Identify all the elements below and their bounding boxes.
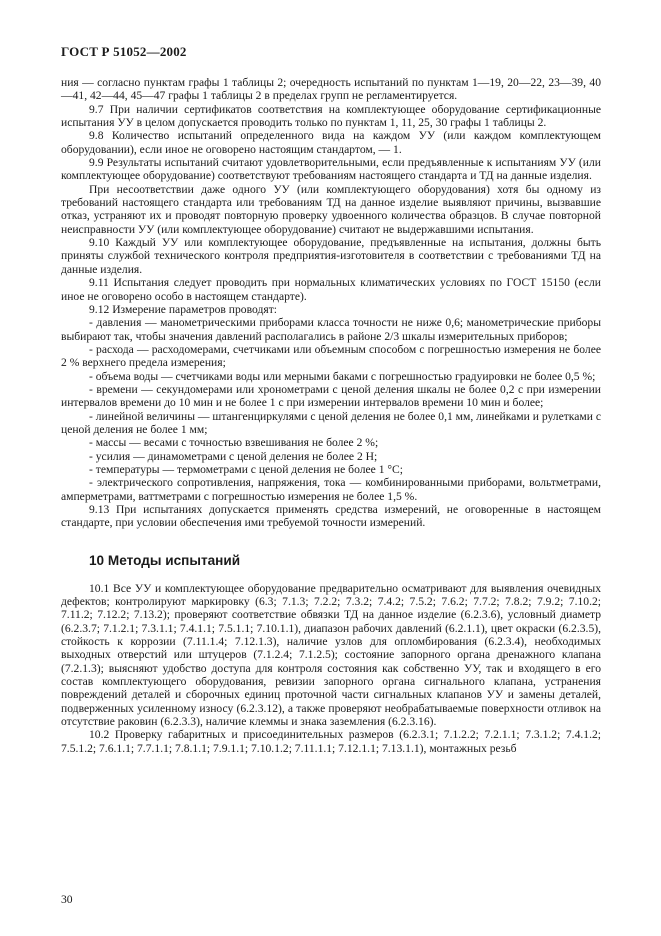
paragraph-10-1: 10.1 Все УУ и комплектующее оборудование предварительно осматривают для выявления очевидных дефектов; контролируют маркировку (6.3; 7.1.3; 7.2.2; 7.3.2; 7.4.2; 7.5.2; 7.6.2; 7.7.2; 7.8.2; 7.9.2; 7.10.2; 7.11.2; 7.12.2; 7.13.2); проверяют соответствие обвязки ТД на данное изделие (6.2.3.6), условный диаметр (6.2.3.7; 7.1.2.1; 7.3.1.1; 7.4.1.1; 7.5.1.1; 7.10.1.1), диапазон рабочих давлений (6.2.1.1), цвет окраски (6.2.3.5), стойкость к коррозии (7.11.1.4; 7.12.1.3), наличие узлов для опломбирования (6.2.3.4), необходимых выходных отверстий или штуцеров (7.1.2.4; 7.1.2.5); состояние запорного органа дренажного клапана (7.2.1.3); выясняют удобство доступа для контроля состояния как собственно УУ, так и входящего в его состав комплектующего оборудования, ревизии запорного органа сигнального клапана, устранения повреждений деталей и сборочных единиц проточной части сигнальных клапанов УУ и замены деталей, подверженных усиленному износу (6.2.3.12), а также проверяют необрабатываемые поверхности отливок на отсутствие раковин (6.2.3.3), наличие клеммы и знака заземления (6.2.3.16). bbox=[61, 581, 601, 729]
paragraph-9-13: 9.13 При испытаниях допускается применять средства измерений, не оговоренные в настоящем стандарте, при условии обеспечения ими требуемой точности измерений. bbox=[61, 503, 601, 530]
paragraph-continuation: ния — согласно пунктам графы 1 таблицы 2; очередность испытаний по пунктам 1—19, 20—22, 23—39, 40—41, 42—44, 45—47 графы 1 таблицы 2 в пределах групп не регламентируется. bbox=[61, 76, 601, 103]
paragraph-10-2: 10.2 Проверку габаритных и присоединительных размеров (6.2.3.1; 7.1.2.2; 7.2.1.1; 7.3.1.2; 7.4.1.2; 7.5.1.2; 7.6.1.1; 7.7.1.1; 7.8.1.1; 7.9.1.1; 7.10.1.2; 7.11.1.1; 7.12.1.1; 7.13.1.1), монтажных резьб bbox=[61, 728, 601, 755]
list-item-force: - усилия — динамометрами с ценой деления не более 2 Н; bbox=[89, 449, 378, 463]
standard-code-header: ГОСТ Р 51052—2002 bbox=[61, 44, 187, 59]
list-item-pressure: - давления — манометрическими приборами класса точности не ниже 0,6; манометрические приборы выбирают так, чтобы значения давлений располагались в районе 2/3 шкалы измерительных приборов; bbox=[61, 316, 601, 343]
paragraph-9-7: 9.7 При наличии сертификатов соответствия на комплектующее оборудование сертификационные испытания УУ в целом допускается проводить только по пунктам 1, 11, 25, 30 графы 1 таблицы 2. bbox=[61, 102, 601, 130]
section-heading-10: 10 Методы испытаний bbox=[89, 552, 241, 568]
list-item-flow: - расхода — расходомерами, счетчиками или объемным способом с погрешностью измерения не более 2 % верхнего предела измерения; bbox=[61, 342, 601, 370]
list-item-electrical: - электрического сопротивления, напряжения, тока — комбинированными приборами, вольтметрами, амперметрами, ваттметрами с погрешностью измерения не более 1,5 %. bbox=[61, 476, 601, 503]
page-number: 30 bbox=[61, 893, 73, 906]
paragraph-9-11: 9.11 Испытания следует проводить при нормальных климатических условиях по ГОСТ 15150 (если иное не оговорено особо в настоящем стандарте). bbox=[61, 276, 601, 303]
list-item-mass: - массы — весами с точностью взвешивания не более 2 %; bbox=[89, 436, 379, 450]
list-item-temperature: - температуры — термометрами с ценой деления не более 1 °С; bbox=[89, 462, 403, 476]
body-text bbox=[61, 76, 601, 755]
paragraph-9-9: 9.9 Результаты испытаний считают удовлетворительными, если предъявленные к испытаниям УУ (или комплектующее оборудование) соответствуют требованиям настоящего стандарта и ТД на данные изделия. bbox=[61, 156, 601, 183]
list-item-linear: - линейной величины — штангенциркулями с ценой деления не более 0,1 мм, линейками и рулетками с ценой деления не более 1 мм; bbox=[61, 409, 601, 436]
paragraph-9-8: 9.8 Количество испытаний определенного вида на каждом УУ (или каждом комплектующем оборудовании), если иное не оговорено настоящим стандартом, — 1. bbox=[61, 129, 601, 156]
list-item-time: - времени — секундомерами или хронометрами с ценой деления шкалы не более 0,2 с при измерении интервалов времени до 10 мин и не более 1 с при измерении интервалов времени 10 мин и более; bbox=[61, 382, 601, 410]
paragraph-9-9-failure: При несоответствии даже одного УУ (или комплектующего оборудования) хотя бы одному из требований настоящего стандарта или требованиям ТД на данное изделие выявляют причины, вызвавшие отказ, устраняют их и проводят повторную проверку удвоенного количества образцов. В случае повторной неисправности УУ (или комплектующее оборудование) считают не выдержавшими испытания. bbox=[61, 182, 601, 236]
list-item-water-volume: - объема воды — счетчиками воды или мерными баками с погрешностью градуировки не более 0,5 %; bbox=[89, 369, 596, 383]
paragraph-9-10: 9.10 Каждый УУ или комплектующее оборудование, предъявленные на испытания, должны быть приняты службой технического контроля предприятия-изготовителя в соответствии с требованиями ТД на данные изделия. bbox=[61, 236, 601, 276]
paragraph-9-12: 9.12 Измерение параметров проводят: bbox=[89, 302, 277, 316]
